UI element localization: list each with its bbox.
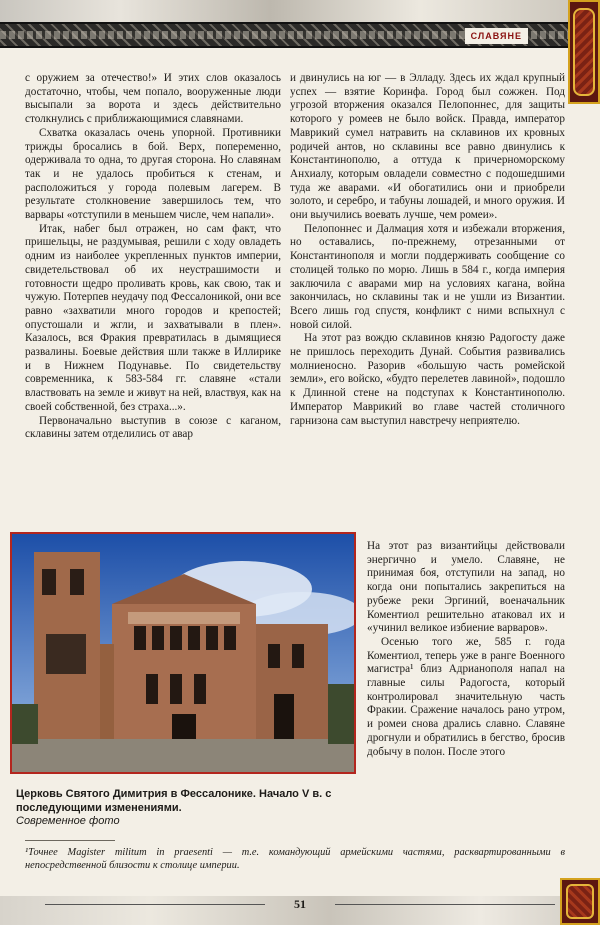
paragraph: Осенью того же, 585 г. года Коментиол, теперь уже в ранге Военного магистра¹ близ Адрианополя напал на главные силы Радогоста, который контролировал значительную часть Фракии. Сражение началось рано утром, и ромеи снова дрались славно. Славяне дрогнули и обратились в бегство, бросив добычу в полон. После этого bbox=[367, 635, 565, 758]
corner-ornament-top bbox=[568, 0, 600, 104]
caption-credit: Современное фото bbox=[16, 815, 120, 827]
paragraph: Итак, набег был отражен, но сам факт, что пришельцы, не раздумывая, решили с ходу овладеть одним из наиболее укрепленных пунктов империи, свидетельствовал об их неустрашимости и готовности щедро проливать кровь, как свою, так и чужую. Потерпев неудачу под Фессалоникой, они все равно «захватили много городов и крепостей; опустошали и жгли, и захватывали в плен». Казалось, вся Фракия превратилась в дымящиеся развалины. Боевые действия шли также в Иллирике и в Нижнем Подунавье. По свидетельству современника, к 583-584 гг. славяне «стали властвовать на земле и живут на ней, властвуя, как на своей собственной, без страха...». bbox=[25, 222, 281, 413]
corner-ornament-bottom bbox=[560, 878, 600, 925]
paragraph: с оружием за отечество!» И этих слов оказалось достаточно, чтобы, чем попало, вооруженные люди высыпали за ворота и здесь действительно столкнулись с приближающимися славянами. bbox=[25, 72, 281, 126]
section-title: СЛАВЯНЕ bbox=[465, 28, 528, 44]
footnote-rule bbox=[25, 840, 115, 841]
celtic-knot-icon bbox=[573, 8, 595, 96]
page-number: 51 bbox=[294, 897, 306, 911]
photo-caption bbox=[16, 788, 356, 829]
celtic-knot-icon bbox=[566, 884, 594, 919]
left-text-column bbox=[25, 72, 281, 442]
paragraph: Пелопоннес и Далмация хотя и избежали вторжения, но оставались, по-прежнему, отрезанными от Константинополя и могли поддерживать сообщение со столицей только по морю. Лишь в 584 г., когда империя заключила с аварами мир на условиях кагана, война закончилась, но склавины так и не ушли из Византии. Всего лишь год спустя, конфликт с ними вспыхнул с новой силой. bbox=[290, 222, 565, 331]
header-ornament-band bbox=[0, 22, 568, 48]
paragraph: На этот раз вождю склавинов князю Радогосту даже не пришлось переходить Дунай. События развивались молниеносно. Разорив «большую часть ромейской земли», его войско, «будто перелетев лавиной», подошло к Длинной стене на подступах к Константинополю. Император Маврикий во главе частей столичного гарнизона сам выступил навстречу неприятелю. bbox=[290, 332, 565, 427]
caption-title: Церковь Святого Димитрия в Фессалонике. Начало V в. с последующими изменениями. bbox=[16, 788, 332, 814]
church-photo bbox=[10, 532, 356, 774]
paragraph: На этот раз византийцы действовали энергично и умело. Славяне, не принимая боя, отступили на запад, но когда они попытались закрепиться на рубеже реки Эргиний, военачальник Коментиол решительно атаковал их и «учинил великое избиение варваров». bbox=[367, 540, 565, 635]
paragraph: и двинулись на юг — в Элладу. Здесь их ждал крупный успех — взятие Коринфа. Город был сожжен. Под угрозой вторжения оказался Пелопоннес, для защиты которого у ромеев не было войск. Правда, император Маврикий сумел натравить на склавинов их кровных родичей антов, но склавины все равно двинулись к Константинополю, а оттуда к причерноморскому Анхиалу, которым овладели совместно с подошедшими туда же аварами. «И обогатились они и приобрели золото, и серебро, и табуны лошадей, и много оружия. И они выучились воевать лучше, чем ромеи». bbox=[290, 72, 565, 222]
right-text-column bbox=[290, 72, 565, 428]
paragraph: Первоначально выступив в союзе с каганом, склавины затем отделились от авар bbox=[25, 414, 281, 441]
footnote: ¹Точнее Magister militum in praesenti — т.е. командующий армейскими частями, расквартированными в непосредственной близости к столице империи. bbox=[25, 847, 565, 871]
paragraph: Схватка оказалась очень упорной. Противники трижды бросались в бой. Верх, попеременно, одерживала то одна, то другая сторона. Но славянам так и не удалось пробиться к стенам, и расположиться у города полевым лагерем. В результате столкновение завершилось тем, что варвары «отступили в меньшем числе, чем напали». bbox=[25, 126, 281, 222]
church-illustration bbox=[12, 534, 354, 772]
marbled-top-edge bbox=[0, 0, 600, 22]
right-text-column-wrapped bbox=[367, 540, 565, 759]
